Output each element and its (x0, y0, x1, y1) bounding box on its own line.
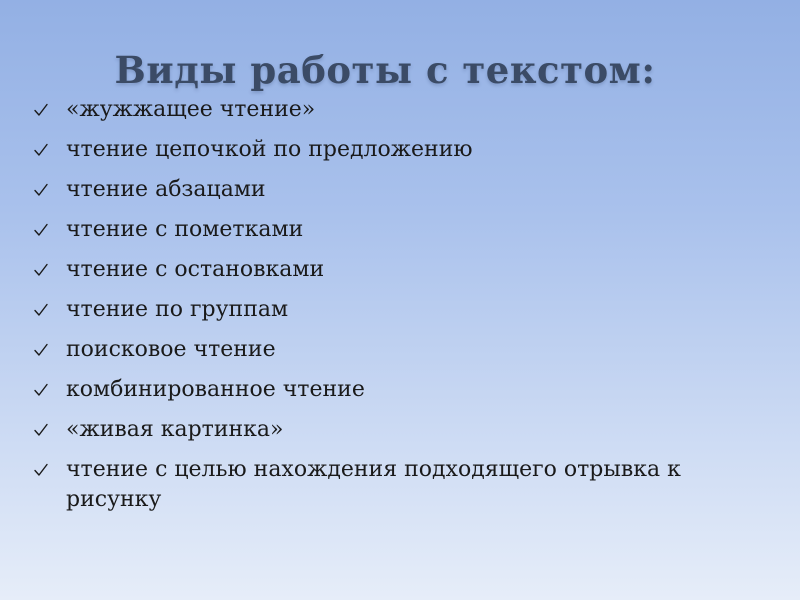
list-item (30, 255, 780, 285)
checkmark-icon (30, 175, 52, 205)
checkmark-icon (30, 95, 52, 125)
list-item (30, 415, 780, 445)
checkmark-icon (30, 215, 52, 245)
list-item (30, 375, 780, 405)
checkmark-icon (30, 335, 52, 365)
list-item (30, 295, 780, 325)
list-item-text: «живая картинка» (66, 417, 284, 442)
slide-title: Виды работы с текстом: (114, 48, 656, 92)
bullet-list (30, 95, 780, 515)
checkmark-icon (30, 255, 52, 285)
checkmark-icon (30, 375, 52, 405)
list-item (30, 455, 780, 515)
list-item-text: чтение цепочкой по предложению (66, 137, 473, 162)
checkmark-icon (30, 455, 52, 485)
list-item-text: «жужжащее чтение» (66, 97, 316, 122)
list-item (30, 175, 780, 205)
list-item-text: чтение по группам (66, 297, 289, 322)
checkmark-icon (30, 135, 52, 165)
checkmark-icon (30, 295, 52, 325)
list-item-text: комбинированное чтение (66, 377, 365, 402)
list-item (30, 335, 780, 365)
list-item-text: поисковое чтение (66, 337, 276, 362)
list-item-text: чтение с остановками (66, 257, 325, 282)
list-item (30, 135, 780, 165)
list-item-text: чтение с целью нахождения подходящего отрывка к рисунку (66, 457, 681, 512)
list-item-text: чтение с пометками (66, 217, 304, 242)
list-item-text: чтение абзацами (66, 177, 266, 202)
list-item (30, 95, 780, 125)
list-item (30, 215, 780, 245)
checkmark-icon (30, 415, 52, 445)
